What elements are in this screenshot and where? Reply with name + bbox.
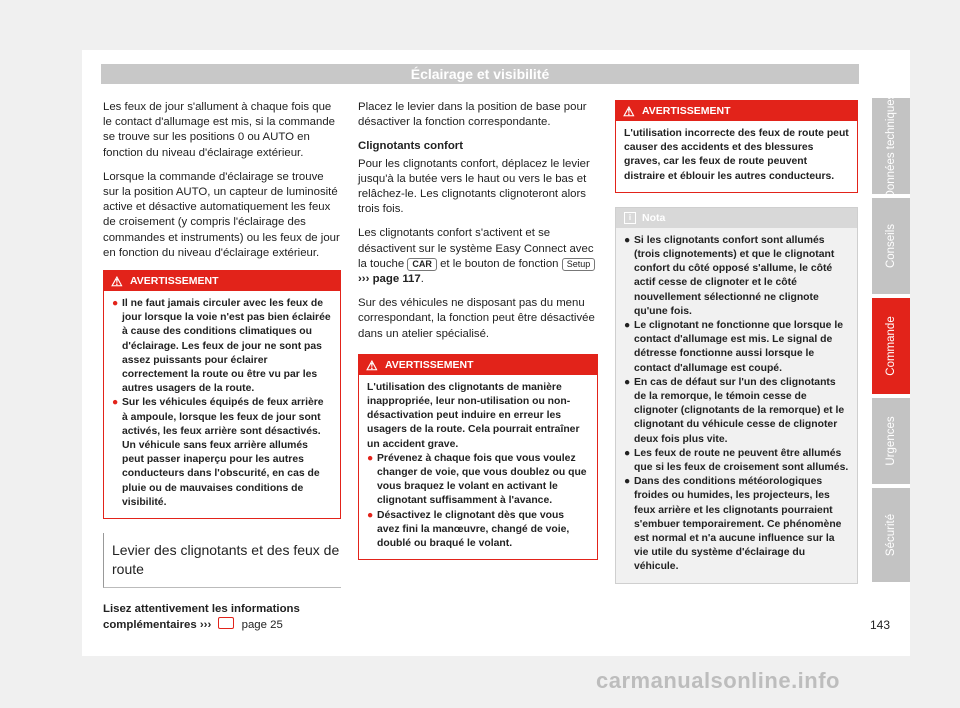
warning-header (359, 355, 597, 375)
note-item: ● Les feux de route ne peuvent être allumés que si les feux de croisement sont allumés. (624, 447, 849, 474)
warning-header (616, 101, 857, 121)
note-item: ● Le clignotant ne fonctionne que lorsque le contact d'allumage est mis. Le signal de détresse fonctionne aussi lorsque le contact d'allumage est coupé. (624, 320, 843, 374)
warning-box (103, 270, 341, 519)
warning-box (615, 100, 858, 193)
warning-item: ● Désactivez le clignotant dès que vous avez fini la manœuvre, changé de voie, doublé ou braqué le volant. (367, 509, 570, 550)
warning-title: AVERTISSEMENT (385, 358, 474, 371)
warning-body (104, 291, 340, 518)
warning-item: ● Sur les véhicules équipés de feux arrière à ampoule, lorsque les feux de jour sont activés, les feux arrière sont désactivés. Un véhicule sans feux arrière allumés peut passer inaperçu pour les autres conducteurs dans l'obscurité, en cas de pluie ou de mauvaises conditions de visibilité. (112, 397, 324, 508)
bullet-icon: ● (112, 298, 119, 310)
column-3 (615, 100, 858, 584)
warning-title: AVERTISSEMENT (642, 105, 731, 117)
paragraph: Les feux de jour s'allument à chaque fois que le contact d'allumage est mis, si la commande se trouve sur les positions 0 ou AUTO en fonction du niveau d'éclairage extérieur. (103, 101, 335, 159)
note-item: ● Dans des conditions météorologiques froides ou humides, les projecteurs, les feux arrière et les clignotants pourraient s'embuer temporairement. Ce phénomène est normal et n'a aucune influence sur la vie utile du système d'éclairage du véhicule. (624, 476, 842, 573)
page-reference-link[interactable]: page 117 (372, 273, 421, 286)
tab-conseils[interactable]: Conseils (872, 198, 910, 294)
tab-commande[interactable]: Commande (872, 298, 910, 394)
paragraph: Les clignotants confort s'activent et se désactivent sur le système Easy Connect avec la touche CAR et le bouton de fonction Setup ››› page 117. (358, 227, 594, 286)
column-2 (358, 100, 598, 574)
warning-triangle-icon: ⚠ (366, 357, 378, 373)
tab-securite[interactable]: Sécurité (872, 488, 910, 582)
note-body (616, 228, 857, 583)
tab-urgences[interactable]: Urgences (872, 398, 910, 484)
note-header (616, 208, 857, 228)
paragraph: Pour les clignotants confort, déplacez le levier jusqu'à la butée vers le haut ou vers le bas et relâchez-le. Les clignotants clignoteront alors trois fois. (358, 157, 590, 216)
paragraph: Sur des véhicules ne disposant pas du menu correspondant, la fonction peut être désactivée dans un atelier spécialisé. (358, 297, 595, 340)
page-title: Éclairage et visibilité (101, 64, 859, 84)
warning-body (359, 375, 597, 559)
warning-intro: L'utilisation des clignotants de manière inappropriée, leur non-utilisation ou non-désactivation peut induire en erreur les usagers de la route. Cela pourrait entraîner un accident grave. (367, 381, 580, 450)
setup-key-icon: Setup (562, 258, 596, 271)
tab-donnees-techniques[interactable]: Données techniques (872, 98, 910, 194)
warning-title: AVERTISSEMENT (130, 275, 219, 288)
bullet-icon: ● (367, 452, 374, 464)
page-reference-link[interactable]: page 25 (241, 619, 283, 632)
bullet-icon: ● (624, 376, 631, 388)
bullet-icon: ● (624, 320, 631, 332)
paragraph: Lorsque la commande d'éclairage se trouve sur la position AUTO, un capteur de luminosité active et désactive automatiquement les feux de croisement (y compris l'éclairage des commandes et instruments) ou les feux de jour en fonction du niveau d'éclairage extérieur. (103, 170, 340, 259)
bullet-icon: ● (624, 447, 631, 459)
warning-item: ● Prévenez à chaque fois que vous voulez changer de voie, que vous doublez ou que vous braquez le volant en activant le clignotant suffisamment à l'avance. (367, 452, 587, 507)
note-title: Nota (642, 211, 666, 224)
reference-arrows: ››› (199, 619, 212, 632)
bullet-icon: ● (624, 476, 631, 488)
warning-triangle-icon: ⚠ (111, 274, 123, 290)
note-box (615, 207, 858, 584)
note-item: ● Si les clignotants confort sont allumés (trois clignotements) et que le clignotant confort du côté opposé s'allume, le côté actif cesse de clignoter et le côté nouvellement sélectionné ne clignote qu'une fois. (624, 234, 835, 317)
page-number: 143 (870, 618, 891, 632)
read-info: Lisez attentivement les informations complémentaires ››› page 25 (103, 603, 300, 632)
bullet-icon: ● (624, 234, 631, 246)
warning-box (358, 354, 598, 560)
reference-arrows: ››› (358, 273, 370, 286)
watermark: carmanualsonline.info (596, 668, 840, 693)
bullet-icon: ● (367, 509, 374, 521)
paragraph: Placez le levier dans la position de base pour désactiver la fonction correspondante. (358, 101, 587, 129)
car-key-icon: CAR (407, 258, 437, 271)
note-item: ● En cas de défaut sur l'un des clignotants de la remorque, le témoin cesse de clignoter (clignotants de la remorque) et le clignotant du véhicule cesse de clignoter deux fois plus vite. (624, 376, 845, 445)
info-icon: i (624, 212, 636, 224)
subheading: Clignotants confort (358, 140, 464, 153)
column-1 (103, 100, 341, 642)
bullet-icon: ● (112, 397, 119, 409)
warning-triangle-icon: ⚠ (623, 104, 635, 119)
warning-body: L'utilisation incorrecte des feux de route peut causer des accidents et des blessures graves, car les feux de route peuvent distraire et éblouir les autres conducteurs. (616, 121, 857, 192)
section-title: Levier des clignotants et des feux de route (103, 533, 341, 588)
warning-item: ● Il ne faut jamais circuler avec les feux de jour lorsque la voie n'est pas bien éclairée à cause des conditions climatiques ou d'éclairage. Les feux de jour ne sont pas assez puissants pour éclairer correctement la route ou être vu par les autres usagers de la route. (112, 298, 331, 395)
book-icon (218, 617, 234, 629)
warning-header (104, 271, 340, 291)
